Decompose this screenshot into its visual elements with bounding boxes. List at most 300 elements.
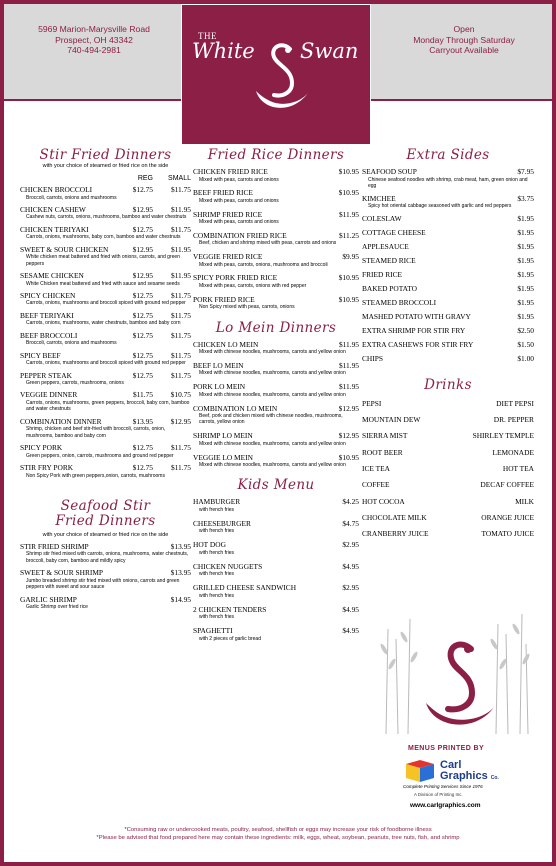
menu-item-row [193,168,359,177]
item-name: PEPPER STEAK [20,370,72,380]
menu-item-row [20,391,191,400]
allergy-disclaimer [4,826,552,842]
item-price: $1.00 [517,354,534,364]
item-price: $11.95 [338,360,359,370]
menu-item-row [193,296,359,305]
seafood-list [20,543,191,611]
drink-item: HOT TEA [502,463,534,473]
item-description: Mixed with peas, carrots, onions, mushrooms and broccoli [199,261,328,268]
menu-item [193,584,359,599]
item-price: $11.25 [338,230,359,240]
item-name: 2 CHICKEN TENDERS [193,604,267,614]
printer-logo [400,756,536,818]
item-name: SPICY PORK FRIED RICE [193,273,278,283]
item-name: SEAFOOD SOUP [362,167,417,176]
item-description: Jumbo breaded shrimp stir fried mixed with onions, carrots and green peppers with sweet and sour sauce [26,577,180,591]
item-name: KIMCHEE [362,193,396,203]
item-description: Mixed with chinese noodles, mushrooms, carrots and yellow onion [199,349,346,356]
item-description: Cashew nuts, carrots, onions, mushrooms, bamboo and water chestnuts [26,214,187,221]
item-price: $1.95 [517,242,534,252]
item-name: PORK FRIED RICE [193,294,255,304]
seafood-subtitle: with your choice of steamed or fried rice on the side [42,531,169,538]
restaurant-address [24,24,164,56]
reg-header: REG [137,175,153,182]
menu-item-row [20,186,191,195]
item-price-reg: $12.95 [132,271,153,281]
item-description: Non Spicy mixed with peas, carrots, onions [199,304,295,311]
menu-item [20,391,191,412]
item-price: $2.95 [342,540,359,550]
item-name: EXTRA SHRIMP FOR STIR FRY [362,326,466,336]
menu-item-row [362,327,534,336]
item-description: Carrots, onions, mushrooms and broccoli spiced with ground red pepper [26,360,186,367]
item-price: $12.95 [338,403,359,413]
printer-tagline: Complete Printing Services Since 1976 [403,784,483,789]
menu-item-row [362,168,534,177]
menu-item-row [362,229,534,238]
seafood-title-line: Fried Dinners [55,512,156,529]
menu-item [193,520,359,535]
menu-item-row [193,563,359,572]
item-name: HOT DOG [193,540,226,550]
menu-item [362,257,534,266]
item-name: VEGGIE DINNER [20,390,78,400]
item-description: Non Spicy Pork with green peppers,onion, carrots, mushrooms [26,472,165,479]
item-description: with french fries [199,592,235,599]
menu-item-row [193,405,359,414]
item-name: CHEESEBURGER [193,518,251,528]
drink-row [362,416,534,425]
item-price-reg: $12.75 [132,330,153,340]
item-name: STIR FRIED SHRIMP [20,541,89,551]
menu-item [193,296,359,311]
menu-item [362,168,534,189]
menu-item [193,432,359,447]
menu-item [20,464,191,479]
item-description: Green peppers, carrots, mushrooms, onions [26,380,124,387]
drink-row [362,498,534,507]
item-price: $12.95 [338,431,359,441]
drink-item: CHOCOLATE MILK [362,512,427,522]
menu-item-row [193,627,359,636]
drink-item: SIERRA MIST [362,431,408,441]
item-price: $1.95 [517,256,534,266]
menu-item-row [193,541,359,550]
menu-item [362,215,534,224]
menu-item [362,327,534,336]
menu-item [20,292,191,307]
item-price-small: $11.75 [170,330,191,340]
item-name: EXTRA CASHEWS FOR STIR FRY [362,340,474,350]
lo-mein-list [193,341,359,469]
drink-row [362,481,534,490]
printer-cube-icon [402,758,438,784]
printer-url: www.carlgraphics.com [410,802,481,809]
menu-item [20,543,191,564]
item-description: Mixed with chinese noodles, mushrooms, carrots and yellow onion [199,370,346,377]
printer-name-line [440,771,499,784]
item-price: $10.95 [338,452,359,462]
drink-item: DR. PEPPER [493,415,534,425]
item-description: Green peppers, onion, carrots, mushrooms and ground red pepper [26,452,174,459]
logo-word-white: White [192,39,255,63]
item-description: Beef, chicken and shrimp mixed with peas, carrots and onions [199,240,337,247]
item-description: Mixed with chinese noodles, mushrooms, carrots and yellow onion [199,440,346,447]
item-price: $11.95 [338,382,359,392]
menu-item [193,274,359,289]
item-price: $10.95 [338,167,359,176]
item-price: $1.95 [517,214,534,224]
drink-item: MILK [515,496,534,506]
item-price: $1.95 [517,228,534,238]
fried-rice-list [193,168,359,311]
swan-icon [252,41,312,121]
item-name: CHICKEN CASHEW [20,204,86,214]
item-name: VEGGIE LO MEIN [193,452,253,462]
phone-number: 740-494-2981 [67,45,121,55]
item-description: Mixed with peas, carrots, onions with red pepper [199,282,307,289]
item-name: MASHED POTATO WITH GRAVY [362,312,471,322]
drink-item: HOT COCOA [362,496,405,506]
column-middle [193,148,359,649]
printer-division: A Division of Printing Inc. [414,792,463,797]
menu-item-row [20,246,191,255]
item-description: with french fries [199,549,235,556]
item-name: STIR FRY PORK [20,463,74,472]
menu-item-row [362,355,534,364]
item-name: APPLESAUCE [362,242,409,252]
item-description: with french fries [199,614,235,621]
hours-line: Carryout Available [429,45,499,55]
item-description: Mixed with peas, carrots and onions [199,197,279,204]
menu-item-row [20,418,191,427]
item-description: Mixed with chinese noodles, mushrooms, carrots and yellow onion [199,391,346,398]
menu-item [362,229,534,238]
menu-item [193,168,359,183]
item-price: $2.95 [342,583,359,593]
menu-item [20,418,191,439]
item-price: $2.50 [517,326,534,336]
drink-item: COFFEE [362,480,390,490]
menu-item-row [20,372,191,381]
item-description: with 2 pieces of garlic bread [199,635,261,642]
drink-item: ORANGE JUICE [481,512,534,522]
menu-item [20,272,191,287]
item-price-small: $11.95 [170,204,191,214]
item-price: $10.95 [338,273,359,283]
menu-item-row [362,195,534,204]
item-name: SHRIMP FRIED RICE [193,209,263,219]
item-name: BAKED POTATO [362,284,417,294]
drink-row [362,514,534,523]
item-price-small: $11.75 [170,224,191,234]
item-price: $10.95 [338,188,359,198]
logo-word-swan: Swan [300,39,359,63]
menu-item [362,341,534,350]
item-price-small: $11.75 [170,443,191,453]
menu-item [20,352,191,367]
drink-item: DECAF COFFEE [480,480,534,490]
menu-item [193,189,359,204]
item-description: Chinese seafood noodles with shrimp, crab meat, ham, green onion and egg [368,176,528,189]
item-price: $4.95 [342,604,359,614]
drink-row [362,449,534,458]
item-name: COLESLAW [362,214,402,224]
drink-item: MOUNTAIN DEW [362,415,421,425]
item-price-reg: $12.75 [132,350,153,360]
menu-item [193,627,359,642]
menu-item [193,253,359,268]
drink-item: CRANBERRY JUICE [362,529,429,539]
menu-item [362,271,534,280]
menu-item [193,383,359,398]
item-description: with french fries [199,506,235,513]
item-name: STEAMED BROCCOLI [362,298,437,308]
menu-item [362,285,534,294]
menu-item-row [193,454,359,463]
menu-item-row [193,606,359,615]
drink-row [362,432,534,441]
item-price-reg: $12.75 [132,310,153,320]
extra-sides-list [362,168,534,364]
item-price: $11.95 [338,339,359,349]
seafood-title [20,499,191,529]
column-left [20,148,191,615]
menu-item-row [193,520,359,529]
item-name: BEEF LO MEIN [193,360,244,370]
menu-item [20,312,191,327]
item-price: $9.95 [342,252,359,262]
menu-page [4,4,552,862]
menu-item-row [20,444,191,453]
item-description: Carrots, onions, mushrooms and broccoli spiced with ground red pepper [26,300,186,307]
menu-item-row [20,312,191,321]
menu-item [193,454,359,469]
item-name: GARLIC SHRIMP [20,594,77,604]
drink-row [362,530,534,539]
item-price-reg: $12.75 [132,370,153,380]
lo-mein-title: Lo Mein Dinners [215,319,337,336]
item-description: Spicy hot oriental cabbage seasoned with garlic and red peppers [368,203,512,210]
menu-item-row [193,584,359,593]
address-line: Prospect, OH 43342 [55,34,133,45]
item-name: COMBINATION DINNER [20,416,102,426]
item-name: SHRIMP LO MEIN [193,431,253,441]
item-price-small: $11.75 [170,310,191,320]
menu-item-row [20,543,191,552]
menu-item-row [362,243,534,252]
menu-item [20,186,191,201]
item-price: $14.95 [170,594,191,604]
menu-item [193,405,359,426]
item-price-reg: $12.75 [132,290,153,300]
menu-item-row [193,362,359,371]
menu-item [20,444,191,459]
item-price: $1.95 [517,312,534,322]
stir-fried-title: Stir Fried Dinners [39,147,172,163]
menu-item [193,541,359,556]
item-description: Mixed with peas, carrots and onions [199,176,279,183]
item-price-small: $11.95 [170,244,191,254]
menu-item-row [20,206,191,215]
item-description: Carrots, onions, mushrooms, green peppers, broccoli, baby corn, bamboo and water chestnuts [26,399,190,413]
fried-rice-title: Fried Rice Dinners [207,147,345,163]
size-header [20,174,191,183]
item-name: SPICY CHICKEN [20,290,76,300]
printer-name-suffix: Co. [490,775,499,781]
hours-line: Monday Through Saturday [413,34,515,45]
drink-item: ROOT BEER [362,447,403,457]
drink-item: DIET PEPSI [496,398,534,408]
menu-item [362,355,534,364]
item-description: Shrimp stir fried mixed with carrots, onions, mushrooms, water chestnuts, broccoli, baby corn, bamboo and mildly spicy [26,551,189,564]
menu-item-row [20,596,191,605]
menu-item [193,232,359,247]
item-name: HAMBURGER [193,497,241,507]
menu-item-row [362,313,534,322]
item-description: Garlic Shrimp over fried rice [26,604,88,611]
stir-fried-list [20,186,191,479]
item-name: COMBINATION FRIED RICE [193,230,287,240]
menu-item-row [362,257,534,266]
item-price-small: $11.95 [170,271,191,281]
menu-item-row [193,232,359,241]
item-price-small: $11.75 [170,463,191,472]
menu-item-row [362,215,534,224]
menu-item [20,569,191,590]
item-name: BEEF FRIED RICE [193,188,253,198]
item-description: Shrimp, chicken and beef stir-fried with broccoli, carrots, onion, mushrooms, bamboo and baby corn [26,426,166,439]
menu-item-row [362,271,534,280]
disclaimer-line: *Please be advised that food prepared here may contain these ingredients: milk, eggs, wheat, soybean, peanuts, tree nuts, fish, and shrimp [96,835,460,841]
item-description: Carrots, onions, mushrooms, baby corn, bamboo and water chestnuts [26,234,181,241]
menu-item-row [193,498,359,507]
menu-item-row [20,226,191,235]
item-name: SPICY BEEF [20,350,61,360]
menu-item-row [20,352,191,361]
item-price-small: $11.75 [170,290,191,300]
menu-item [20,246,191,267]
item-name: SWEET & SOUR CHICKEN [20,244,109,254]
menu-item [362,313,534,322]
hours-line: Open [453,24,475,34]
item-price: $13.95 [170,541,191,551]
address-line: 5969 Marion-Marysville Road [38,24,150,34]
item-name: VEGGIE FRIED RICE [193,252,263,262]
menu-item [20,596,191,611]
item-price-reg: $12.95 [132,244,153,254]
stir-fried-subtitle: with your choice of steamed or fried rice on the side [42,163,169,169]
drink-row [362,400,534,409]
item-price: $4.95 [342,561,359,571]
item-price: $3.75 [517,193,534,203]
item-name: COMBINATION LO MEIN [193,403,278,413]
item-description: White Chicken meat battered and fried with sauce and sesame seeds [26,280,180,287]
menu-item-row [362,285,534,294]
menu-item-row [20,292,191,301]
item-price-small: $11.75 [170,370,191,380]
menu-item [20,226,191,241]
item-name: SESAME CHICKEN [20,271,84,281]
seafood-title-line: Seafood Stir [60,497,151,514]
item-price: $1.95 [517,284,534,294]
item-price-reg: $12.95 [132,204,153,214]
item-name: CHICKEN FRIED RICE [193,167,268,176]
menu-item-row [20,332,191,341]
menu-item [193,606,359,621]
menu-item [193,498,359,513]
item-name: BEEF TERIYAKI [20,310,74,320]
item-price: $1.50 [517,340,534,350]
drink-item: LEMONADE [492,447,534,457]
menu-item [362,299,534,308]
item-description: White chicken meat battered and fried with onions, carrots, and green peppers [26,254,180,267]
item-name: CHICKEN TERIYAKI [20,224,89,234]
item-price-small: $11.75 [170,185,191,194]
menu-item-row [20,272,191,281]
item-description: Carrots, onions, mushrooms, water chestnuts, bamboo and baby corn [26,320,181,327]
menu-item [362,195,534,210]
menu-item-row [193,253,359,262]
item-price: $11.95 [338,209,359,219]
item-name: SPAGHETTI [193,626,233,636]
menu-item [193,211,359,226]
item-price: $4.75 [342,518,359,528]
drinks-title: Drinks [424,376,472,393]
menu-item-row [362,299,534,308]
menu-item [20,206,191,221]
menu-item [20,332,191,347]
swan-reeds-illustration [376,609,536,741]
item-name: GRILLED CHEESE SANDWICH [193,583,297,593]
disclaimer-line: *Consuming raw or undercooked meats, poultry, seafood, shellfish or eggs may increase your risk of foodborne illness [124,827,432,833]
menu-item [193,563,359,578]
item-price-small: $11.75 [170,350,191,360]
kids-menu-title: Kids Menu [237,477,315,494]
drinks-list [362,400,534,539]
item-name: CHICKEN LO MEIN [193,339,259,349]
item-price-small: $12.95 [170,416,191,426]
restaurant-logo [181,4,371,145]
menu-item [362,243,534,252]
item-price: $4.25 [342,497,359,507]
item-price: $1.95 [517,270,534,280]
menu-item-row [193,341,359,350]
item-price-reg: $11.75 [132,390,153,400]
item-price-reg: $12.75 [132,224,153,234]
menu-item-row [193,432,359,441]
drink-item: SHIRLEY TEMPLE [472,431,534,441]
item-name: SPICY PORK [20,443,63,453]
item-price: $4.95 [342,626,359,636]
item-name: BEEF BROCCOLI [20,330,78,340]
menu-item-row [193,189,359,198]
item-description: Mixed with chinese noodles, mushrooms, carrots and yellow onion [199,462,346,469]
menu-item-row [20,569,191,578]
item-description: Broccoli, carrots, onions and mushrooms [26,340,117,347]
item-name: CHICKEN NUGGETS [193,561,263,571]
menu-item [193,341,359,356]
drink-item: TOMATO JUICE [481,529,534,539]
logo-the: THE [198,31,217,41]
drink-item: ICE TEA [362,463,390,473]
item-description: Mixed with peas, carrots and onions [199,219,279,226]
item-price-small: $10.75 [170,390,191,400]
printer-name-line: Carl [440,759,462,771]
item-price: $10.95 [338,294,359,304]
item-name: CHICKEN BROCCOLI [20,185,93,194]
item-name: FRIED RICE [362,270,403,280]
